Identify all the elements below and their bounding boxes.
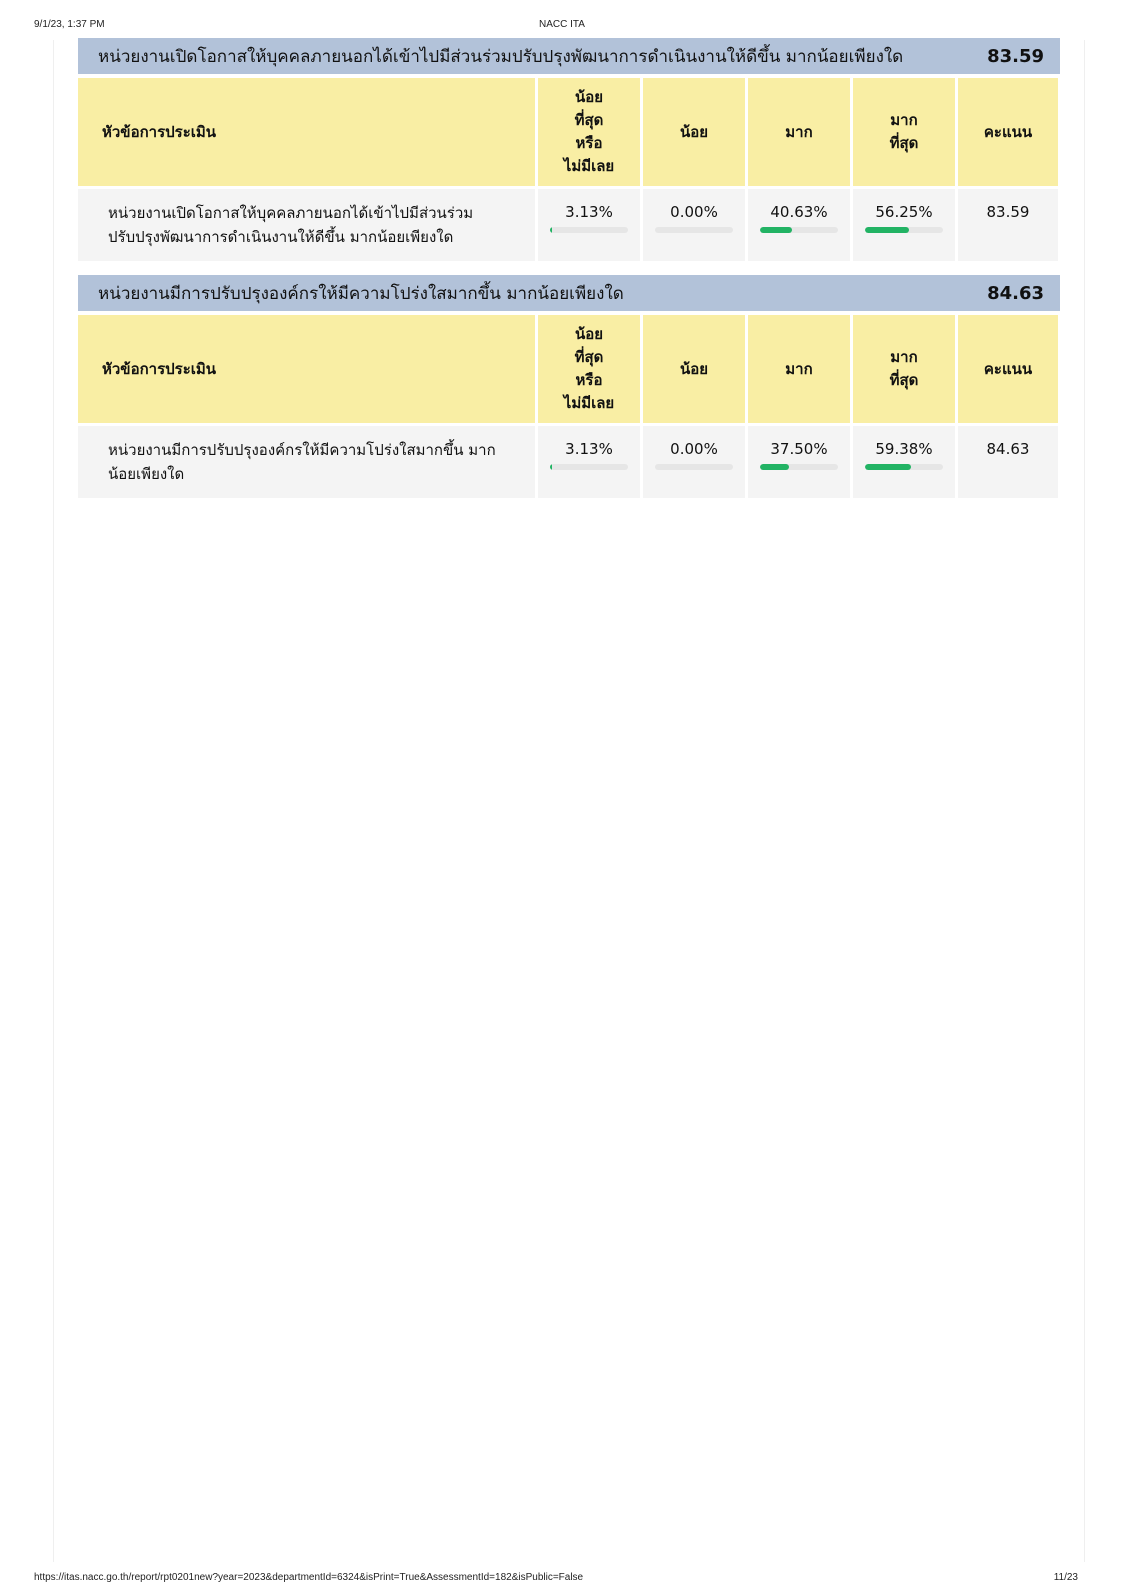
progress-bar-least (550, 227, 628, 233)
print-header (0, 19, 1124, 33)
print-datetime: 9/1/23, 1:37 PM (34, 19, 105, 30)
print-page-number: 11/23 (1053, 1572, 1078, 1583)
section-title-bar (78, 275, 1060, 311)
col-header-most: มาก ที่สุด (853, 78, 955, 186)
cell-score: 84.63 (958, 426, 1058, 498)
print-url: https://itas.nacc.go.th/report/rpt0201new?year=2023&departmentId=6324&isPrint=True&AssessmentId=182&isPublic=False (34, 1572, 584, 1583)
page-frame (53, 40, 1085, 1562)
section-title: หน่วยงานเปิดโอกาสให้บุคคลภายนอกได้เข้าไปมีส่วนร่วมปรับปรุงพัฒนาการดำเนินงานให้ดีขึ้น มากน้อยเพียงใด (98, 46, 904, 67)
progress-bar-most (865, 464, 943, 470)
progress-bar-much (760, 464, 838, 470)
assessment-table (78, 315, 1060, 498)
cell-most: 59.38% (853, 426, 955, 498)
assessment-section-1 (78, 38, 1060, 261)
progress-bar-least (550, 464, 628, 470)
section-score: 83.59 (987, 45, 1044, 67)
cell-least: 3.13% (538, 189, 640, 261)
col-header-much: มาก (748, 78, 850, 186)
col-header-score: คะแนน (958, 315, 1058, 423)
assessment-section-2 (78, 275, 1060, 498)
cell-little: 0.00% (643, 189, 745, 261)
col-header-little: น้อย (643, 315, 745, 423)
col-header-criteria: หัวข้อการประเมิน (78, 315, 535, 423)
progress-bar-little (655, 464, 733, 470)
print-footer (0, 1572, 1124, 1586)
assessment-table (78, 78, 1060, 261)
col-header-criteria: หัวข้อการประเมิน (78, 78, 535, 186)
section-title: หน่วยงานมีการปรับปรุงองค์กรให้มีความโปร่งใสมากขึ้น มากน้อยเพียงใด (98, 283, 624, 304)
row-label: หน่วยงานเปิดโอกาสให้บุคคลภายนอกได้เข้าไปมีส่วนร่วมปรับปรุงพัฒนาการดำเนินงานให้ดีขึ้น มากน้อยเพียงใด (78, 189, 535, 261)
progress-bar-much (760, 227, 838, 233)
section-title-bar (78, 38, 1060, 74)
col-header-much: มาก (748, 315, 850, 423)
col-header-score: คะแนน (958, 78, 1058, 186)
cell-little: 0.00% (643, 426, 745, 498)
col-header-least: น้อย ที่สุด หรือ ไม่มีเลย (538, 315, 640, 423)
cell-least: 3.13% (538, 426, 640, 498)
col-header-little: น้อย (643, 78, 745, 186)
cell-much: 37.50% (748, 426, 850, 498)
progress-bar-little (655, 227, 733, 233)
print-site-title: NACC ITA (539, 19, 585, 30)
col-header-least: น้อย ที่สุด หรือ ไม่มีเลย (538, 78, 640, 186)
cell-score: 83.59 (958, 189, 1058, 261)
progress-bar-most (865, 227, 943, 233)
row-label: หน่วยงานมีการปรับปรุงองค์กรให้มีความโปร่งใสมากขึ้น มากน้อยเพียงใด (78, 426, 535, 498)
section-score: 84.63 (987, 282, 1044, 304)
cell-most: 56.25% (853, 189, 955, 261)
col-header-most: มาก ที่สุด (853, 315, 955, 423)
cell-much: 40.63% (748, 189, 850, 261)
